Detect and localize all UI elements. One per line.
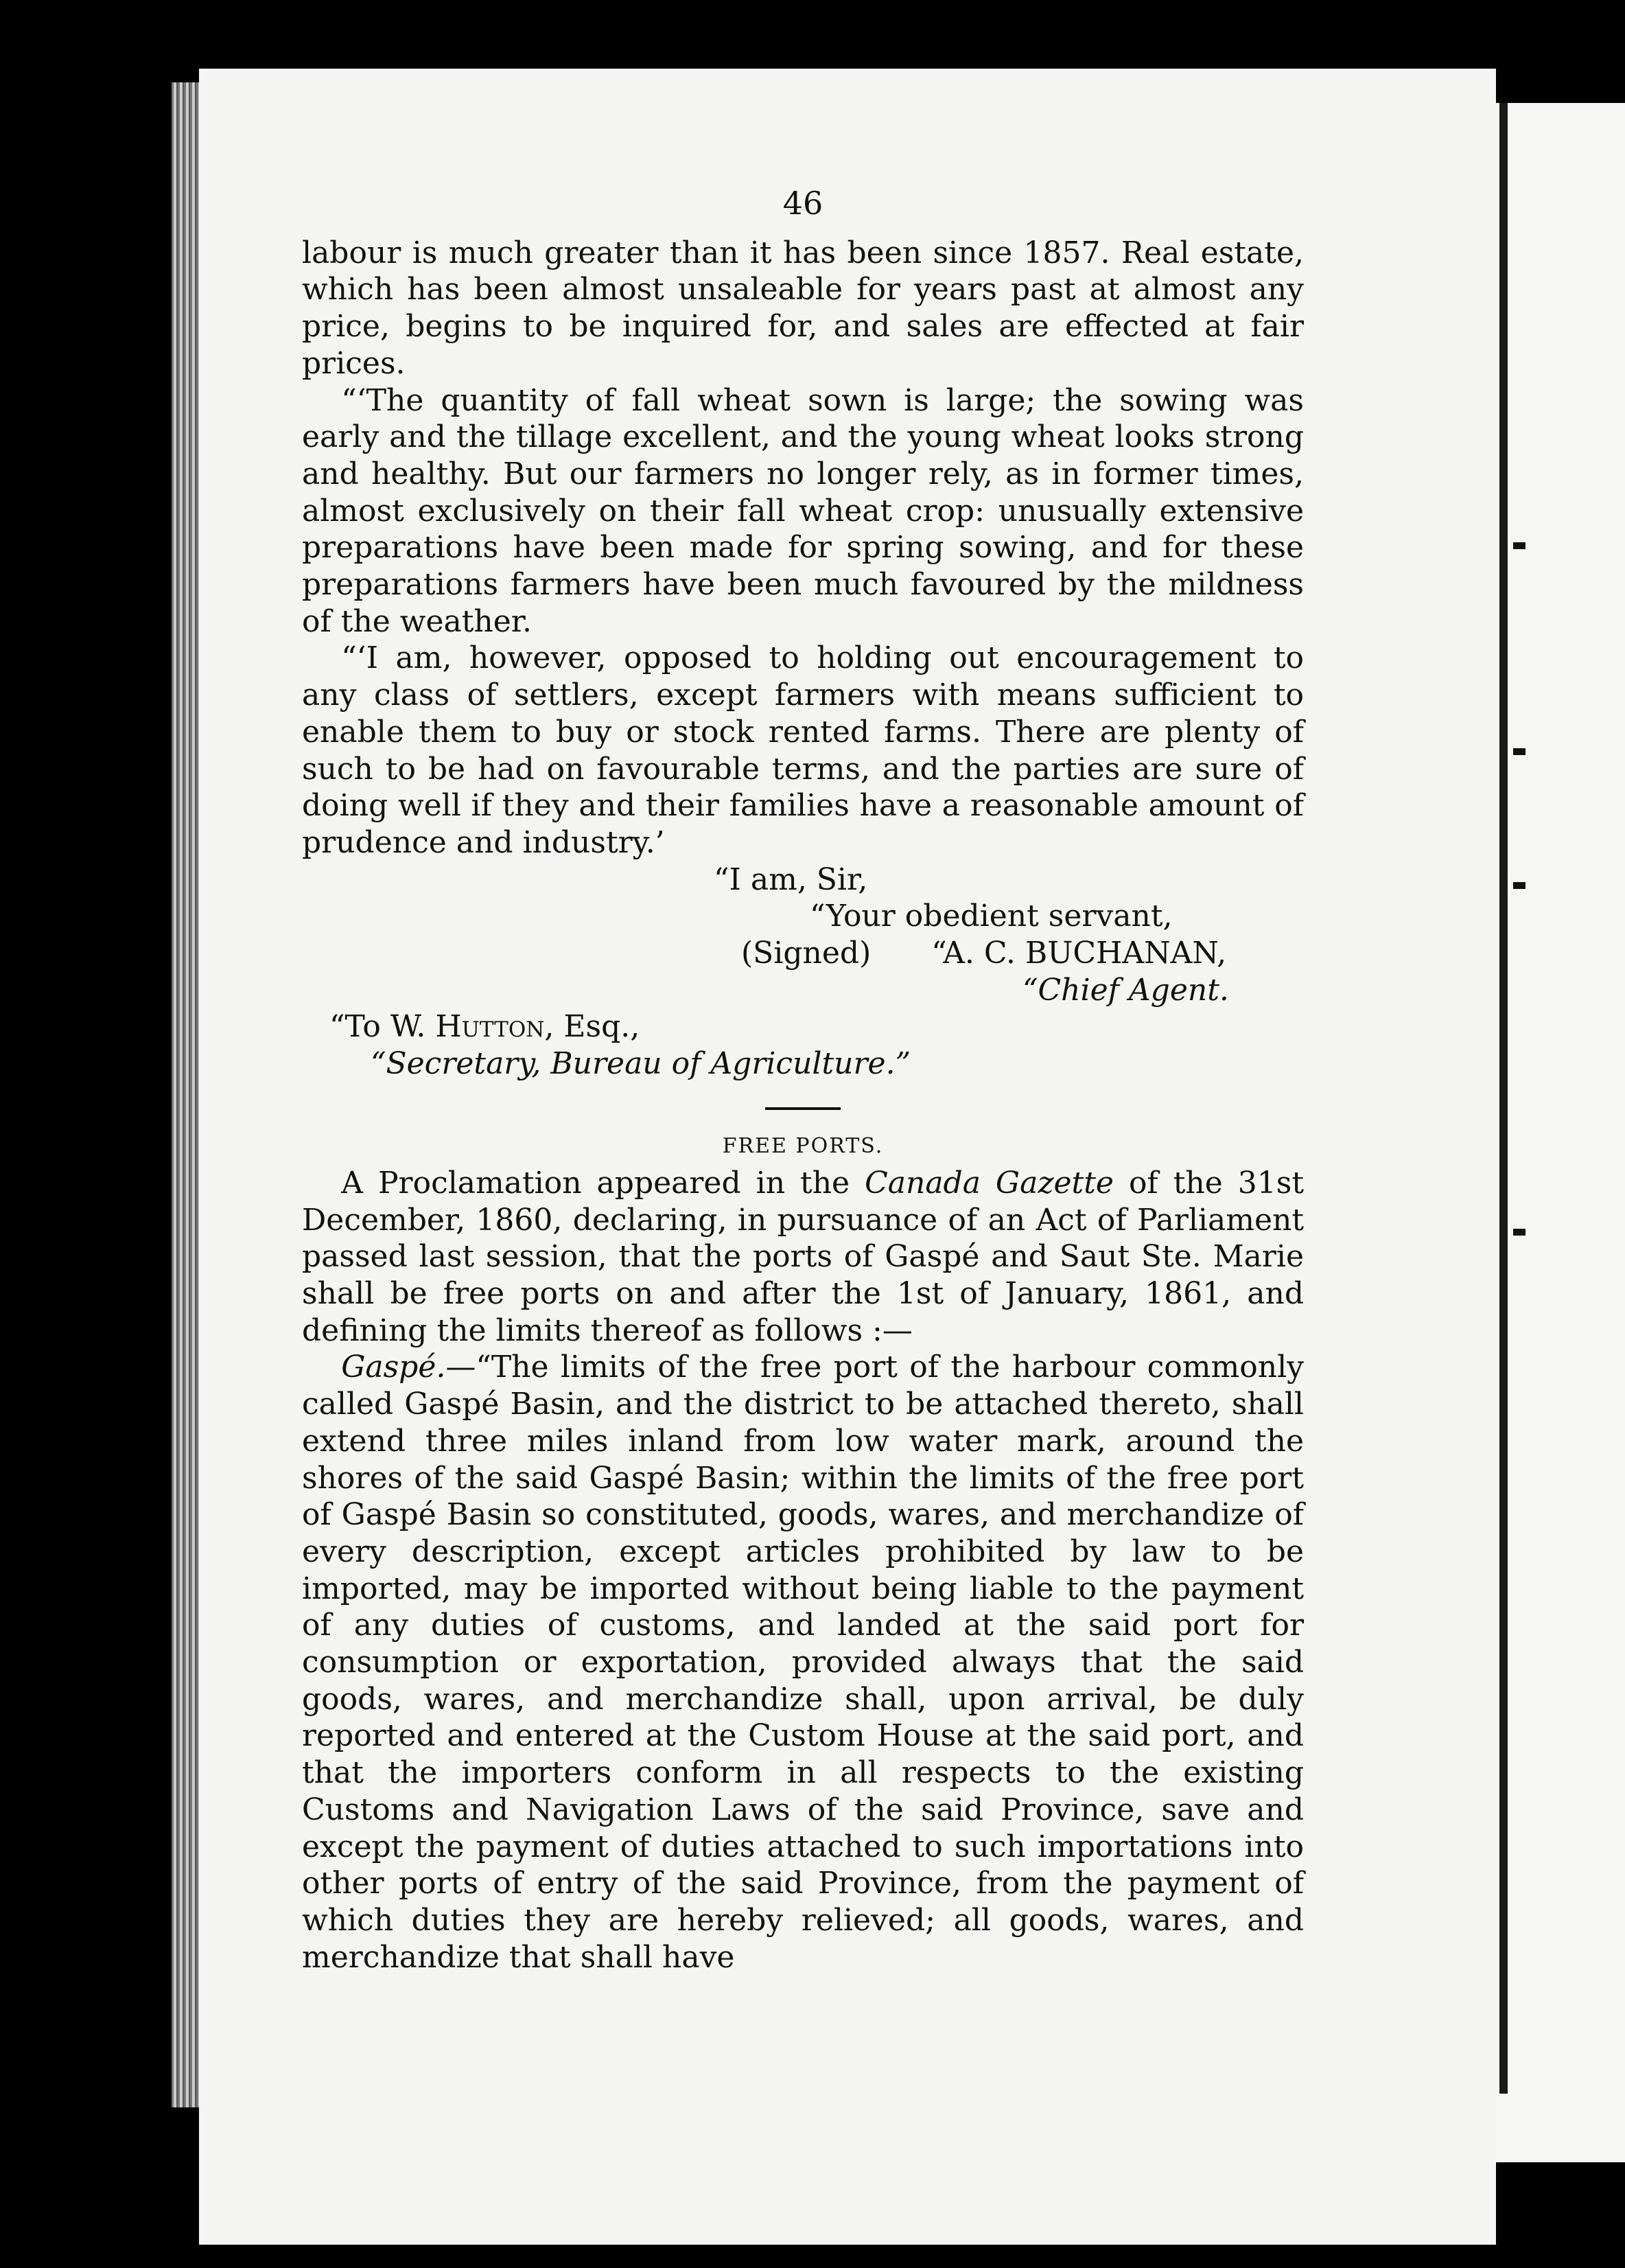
page-number: 46 xyxy=(782,185,823,222)
paragraph-labour: labour is much greater than it has been since 1857. Real estate, which has been almost unsaleable for years past at almost any price, begins to be inquired for, and sales are effected at fair prices. xyxy=(302,235,1304,381)
paragraph-fall-wheat: “‘The quantity of fall wheat sown is large; the sowing was early and the tillage excellent, and the young wheat looks strong and healthy. But our farmers no longer rely, as in former times, almost exclusively on their fall wheat crop: unusually extensive preparations have been made for spring sowing, and for these preparations farmers have been much favoured by the mildness of the weather. xyxy=(302,382,1304,639)
paragraph-proclamation: A Proclamation appeared in the Canada Gazette of the 31st December, 1860, declaring, in pursuance of an Act of Parliament passed last session, that the ports of Gaspé and Saut Ste. Marie shall be free ports on and after the 1st of January, 1861, and defining the limits thereof as follows :— xyxy=(302,1165,1305,1348)
signature-block xyxy=(302,861,1304,1009)
gazette-title: Canada Gazette xyxy=(865,1165,1114,1201)
addressee-block xyxy=(302,1008,1304,1082)
signatory-name: “A. C. BUCHANAN, xyxy=(931,936,1227,971)
signed-line xyxy=(302,935,1304,972)
signatory-title: “Chief Agent. xyxy=(1022,972,1229,1008)
servant-line: “Your obedient servant, xyxy=(810,899,1173,934)
addressee-role: “Secretary, Bureau of Agriculture.” xyxy=(371,1046,911,1082)
gaspe-label: Gaspé. xyxy=(341,1350,446,1385)
ink-mark xyxy=(1513,1229,1525,1236)
facing-page-edge xyxy=(1475,103,1625,2162)
ink-mark xyxy=(1513,882,1525,889)
binding-gutter xyxy=(1499,103,1508,2094)
addressee-name: Hutton xyxy=(435,1009,545,1045)
ink-mark xyxy=(1513,748,1525,755)
section-heading: FREE PORTS. xyxy=(722,1133,884,1158)
page-text xyxy=(302,185,1304,1976)
closing-line: “I am, Sir, xyxy=(714,861,868,897)
section-divider xyxy=(765,1107,841,1110)
paragraph-gaspe: Gaspé.—“The limits of the free port of the harbour commonly called Gaspé Basin, and the district to be attached thereto, shall extend three miles inland from low water mark, around the shores of the said Gaspé Basin; within the limits of the free port of Gaspé Basin so constituted, goods, wares, and merchandize of every description, except articles prohibited by law to be imported, may be imported without being liable to the payment of any duties of customs, and landed at the said port for consumption or exportation, provided always that the said goods, wares, and merchandize shall, upon arrival, be duly reported and entered at the Custom House at the said port, and that the importers conform in all respects to the existing Customs and Navigation Laws of the said Province, save and except the payment of duties attached to such importations into other ports of entry of the said Province, from the payment of which duties they are hereby relieved; all goods, wares, and merchandize that shall have xyxy=(302,1350,1304,1975)
signed-label: (Signed) xyxy=(741,936,872,971)
paragraph-settlers: “‘I am, however, opposed to holding out encouragement to any class of settlers, except farmers with means sufficient to enable them to buy or stock rented farms. There are plenty of such to be had on favourable terms, and the parties are sure of doing well if they and their families have a reasonable amount of prudence and industry.’ xyxy=(302,640,1304,860)
addressee-line: “To W. Hutton, Esq., xyxy=(329,1009,640,1045)
ink-mark xyxy=(1513,542,1525,549)
